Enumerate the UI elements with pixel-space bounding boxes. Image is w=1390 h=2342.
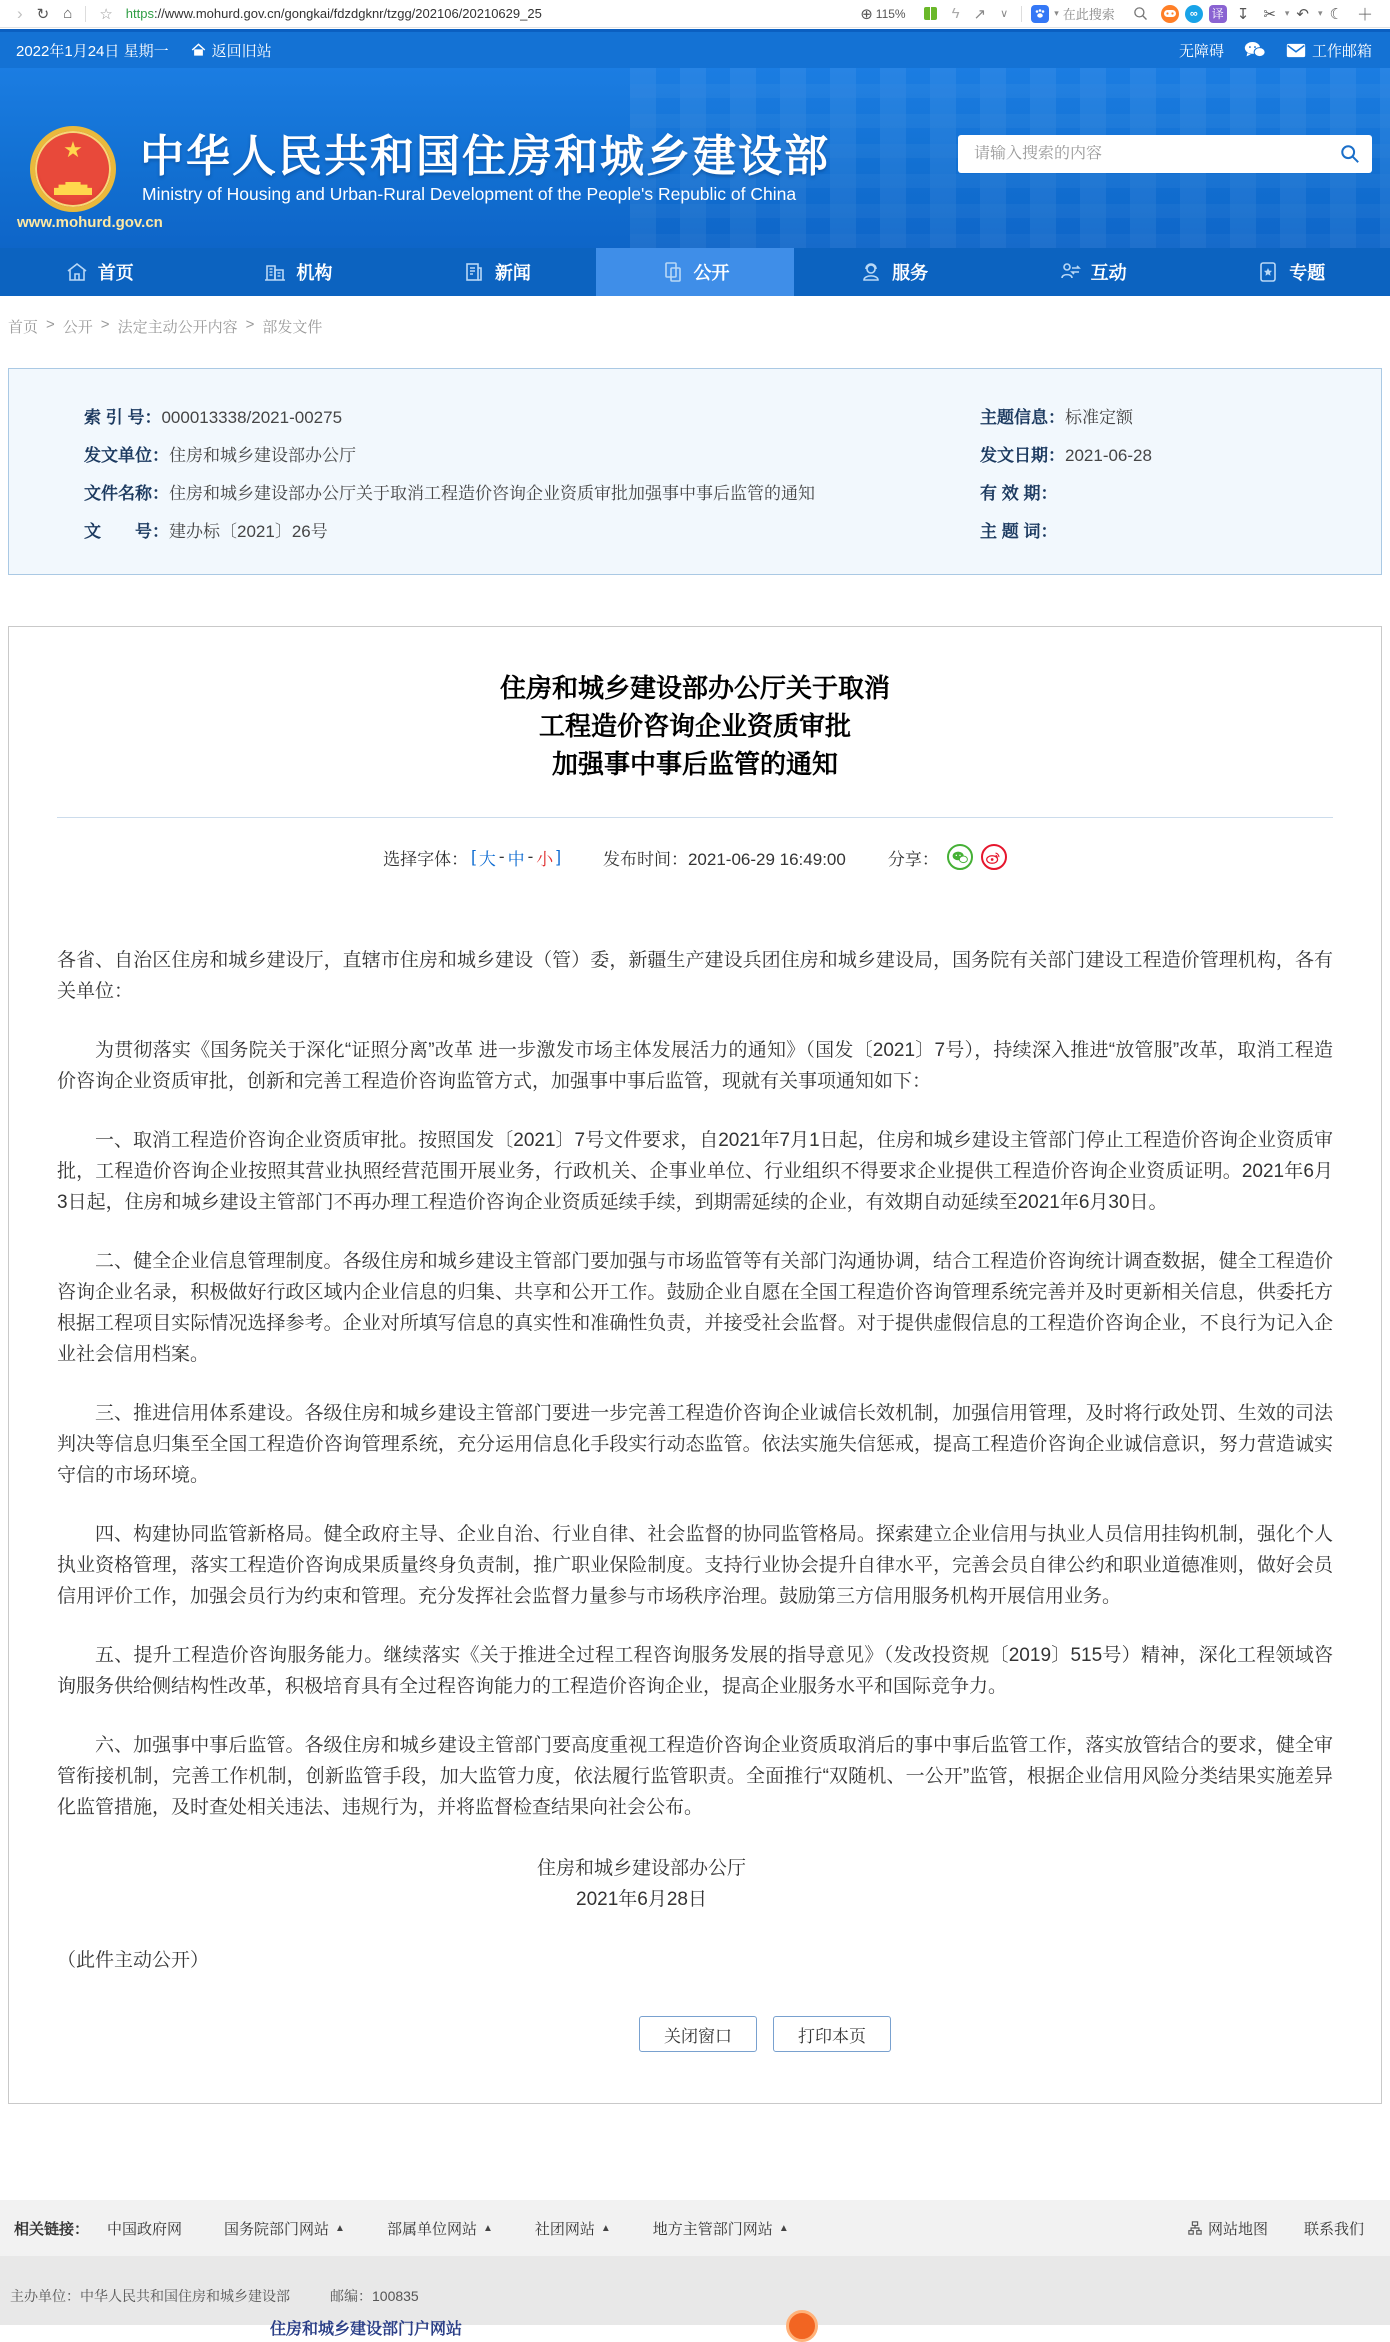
breadcrumb-separator: > xyxy=(46,316,55,333)
document-box xyxy=(8,626,1382,2104)
title-line-3: 加强事中事后监管的通知 xyxy=(551,749,838,779)
meta-index-number: 索 引 号：000013338/2021-00275 xyxy=(84,408,343,427)
meta-issue-date: 发文日期：2021-06-28 xyxy=(980,446,1152,465)
nav-label: 公开 xyxy=(693,263,730,283)
share-label: 分享： xyxy=(887,849,939,869)
footer-link-gov[interactable]: 中国政府网 xyxy=(107,2220,183,2238)
breadcrumb-current: 部发文件 xyxy=(262,319,323,336)
meta-file-name: 文件名称：住房和城乡建设部办公厅关于取消工程造价咨询企业资质审批加强事中事后监管的通知 xyxy=(84,484,815,503)
footer-clipped-text: 住房和城乡建设部门户网站 xyxy=(270,2321,463,2338)
font-size-label: 选择字体： xyxy=(383,849,469,869)
accessibility-link[interactable] xyxy=(1179,40,1224,61)
meta-keywords: 主 题 词： xyxy=(980,522,1058,541)
share-weibo-icon[interactable] xyxy=(981,844,1007,870)
translate-icon[interactable]: 译 xyxy=(1209,5,1227,23)
nav-label: 新闻 xyxy=(494,263,531,283)
interact-arrows-icon xyxy=(1058,260,1082,284)
share-icon[interactable]: ↗ xyxy=(973,5,987,23)
envelope-icon xyxy=(1286,43,1306,58)
new-tab-icon[interactable]: ＋ xyxy=(1356,7,1373,24)
font-medium-link[interactable]: 中 xyxy=(507,849,525,869)
nav-news[interactable] xyxy=(397,248,596,296)
separator: - xyxy=(498,847,505,866)
accessibility-label: 无障碍 xyxy=(1178,42,1224,60)
share-group xyxy=(888,844,1007,870)
address-bar[interactable] xyxy=(126,6,542,21)
search-icon[interactable] xyxy=(1133,6,1148,21)
print-page-button[interactable]: 打印本页 xyxy=(773,2016,891,2052)
font-large-link[interactable]: 大 xyxy=(478,849,496,869)
signature-date: 2021年6月28日 xyxy=(576,1889,707,1910)
expand-icon[interactable]: ▲ xyxy=(600,2222,611,2234)
expand-icon[interactable]: ▲ xyxy=(778,2222,789,2234)
site-header xyxy=(0,68,1390,248)
breadcrumb-separator: > xyxy=(100,316,110,333)
browser-toolbar xyxy=(0,0,1390,28)
public-disclosure-note: （此件主动公开） xyxy=(57,1950,210,1971)
publish-time: 发布时间：2021-06-29 16:49:00 xyxy=(602,849,846,869)
toolbar-right-group xyxy=(860,2,1380,25)
back-old-site-link[interactable] xyxy=(191,40,272,61)
caret-down-icon[interactable]: ▾ xyxy=(1284,8,1290,18)
caret-down-icon[interactable]: ▾ xyxy=(1054,8,1059,18)
refresh-icon[interactable]: ↻ xyxy=(36,5,50,23)
contact-us-link[interactable]: 联系我们 xyxy=(1303,2220,1364,2238)
font-size-selector xyxy=(383,845,561,870)
nav-public-active[interactable] xyxy=(596,248,795,296)
nav-topics[interactable] xyxy=(1191,248,1390,296)
paragraph-item-4: 四、构建协同监管新格局。健全政府主导、企业自治、行业自律、社会监督的协同监管格局。探索建立企业信用与执业人员信用挂钩机制，强化个人执业资格管理，落实工程造价咨询成果质量终身负责制，推广职业保险制度。支持行业协会提升自律水平，完善会员自律公约和职业道德准则，做好会员信用评价工作，加强会员行为约束和管理。充分发挥社会监督力量参与市场秩序治理。鼓励第三方信用服务机构开展信用业务。 xyxy=(57,1524,1333,1607)
paragraph-salutation: 各省、自治区住房和城乡建设厅，直辖市住房和城乡建设（管）委，新疆生产建设兵团住房和城乡建设局，国务院有关部门建设工程造价管理机构，各有关单位： xyxy=(57,950,1333,1002)
nav-label: 服务 xyxy=(892,263,929,283)
wechat-icon[interactable] xyxy=(1244,41,1266,59)
url-text: ://www.mohurd.gov.cn/gongkai/fdzdgknr/tzgg/202106/20210629_25 xyxy=(153,6,542,21)
footer-link-subordinate[interactable]: 部属单位网站 ▲ xyxy=(386,2220,493,2238)
nav-home[interactable] xyxy=(0,248,199,296)
search-icon[interactable] xyxy=(1340,144,1360,164)
sitemap-link[interactable]: 网站地图 xyxy=(1188,2218,1268,2239)
paragraph-item-2: 二、健全企业信息管理制度。各级住房和城乡建设主管部门要加强与市场监管等有关部门沟通协调，结合工程造价咨询统计调查数据，健全工程造价咨询企业名录，积极做好行政区域内企业信息的归集、共享和公开工作。鼓励企业自愿在全国工程造价咨询管理系统完善并及时更新相关信息，供委托方根据工程项目实际情况选择参考。企业对所填写信息的真实性和准确性负责，并接受社会监督。对于提供虚假信息的工程造价咨询企业，不良行为记入企业社会信用档案。 xyxy=(57,1251,1333,1365)
breadcrumb-home[interactable]: 首页 xyxy=(8,319,39,336)
zoom-level: 115% xyxy=(875,6,906,21)
signature-org: 住房和城乡建设部办公厅 xyxy=(537,1858,747,1879)
back-old-site-label: 返回旧站 xyxy=(211,42,272,60)
site-subtitle-en: Ministry of Housing and Urban-Rural Development of the People's Republic of China xyxy=(142,184,797,204)
star-book-icon xyxy=(1256,260,1280,284)
breadcrumb-separator: > xyxy=(245,316,255,333)
work-mail-link[interactable] xyxy=(1286,40,1372,61)
national-emblem xyxy=(30,126,116,212)
bookmark-star-icon[interactable]: ☆ xyxy=(99,5,113,23)
toolbar-divider xyxy=(85,6,86,22)
paragraph-item-5: 五、提升工程造价咨询服务能力。继续落实《关于推进全过程工程咨询服务发展的指导意见》（发改投资规〔2019〕515号）精神，深化工程领域咨询服务供给侧结构性改革，积极培育具有全过程咨询能力的工程造价咨询企业，提高企业服务水平和国际竞争力。 xyxy=(57,1645,1333,1697)
title-line-1: 住房和城乡建设部办公厅关于取消 xyxy=(499,673,890,703)
footer-link-associations[interactable]: 社团网站 ▲ xyxy=(534,2220,611,2238)
search-here-hint[interactable]: 在此搜索 xyxy=(1062,7,1115,22)
nav-label: 专题 xyxy=(1289,263,1326,283)
emblem-gate xyxy=(54,182,92,195)
reading-mode-icon[interactable] xyxy=(924,7,937,20)
breadcrumb-statutory[interactable]: 法定主动公开内容 xyxy=(117,319,238,336)
article-body xyxy=(57,945,1333,1823)
footer-link-local[interactable]: 地方主管部门网站 ▲ xyxy=(652,2220,789,2238)
site-url: www.mohurd.gov.cn xyxy=(17,214,163,231)
service-person-icon xyxy=(859,260,883,284)
sync-icon[interactable]: ∞ xyxy=(1185,5,1203,23)
current-date: 2022年1月24日 星期一 xyxy=(16,42,169,60)
newspaper-icon xyxy=(462,260,486,284)
night-mode-icon[interactable]: ☾ xyxy=(1329,5,1343,23)
close-window-button[interactable]: 关闭窗口 xyxy=(639,2016,757,2052)
expand-icon[interactable]: ▲ xyxy=(335,2222,345,2234)
title-divider xyxy=(57,817,1333,818)
nav-org[interactable] xyxy=(199,248,398,296)
breadcrumb-public[interactable]: 公开 xyxy=(62,319,93,336)
main-nav xyxy=(0,248,1390,296)
footer-organizer: 主办单位：中华人民共和国住房和城乡建设部 xyxy=(10,2288,290,2304)
zoom-control[interactable] xyxy=(860,5,905,23)
games-icon[interactable] xyxy=(1161,5,1179,23)
related-links-label: 相关链接： xyxy=(14,2220,90,2238)
nav-interact[interactable] xyxy=(993,248,1192,296)
bracket: ] xyxy=(556,847,561,866)
toolbar-divider xyxy=(1021,6,1022,22)
paragraph-item-3: 三、推进信用体系建设。各级住房和城乡建设主管部门要进一步完善工程造价咨询企业诚信长效机制，加强信用管理，及时将行政处罚、生效的司法判决等信息归集至全国工程造价咨询管理系统，充分运用信息化手段实行动态监管。依法实施失信惩戒，提高工程造价咨询企业诚信意识，努力营造诚实守信的市场环境。 xyxy=(57,1403,1333,1486)
footer-links-bar xyxy=(0,2200,1390,2256)
site-title: 中华人民共和国住房和城乡建设部 xyxy=(140,132,830,181)
home-icon xyxy=(65,260,89,284)
home-icon[interactable]: ⌂ xyxy=(63,5,73,22)
share-wechat-icon[interactable] xyxy=(947,844,973,870)
download-icon[interactable]: ↧ xyxy=(1236,5,1250,23)
document-meta-panel xyxy=(8,368,1382,575)
url-scheme: https xyxy=(125,6,154,21)
screenshot-scissors-icon[interactable]: ✂ xyxy=(1263,5,1276,23)
footer-link-state-council[interactable]: 国务院部门网站 ▲ xyxy=(224,2220,345,2238)
footer-info-bar xyxy=(0,2256,1390,2338)
separator: - xyxy=(527,847,534,866)
nav-label: 机构 xyxy=(296,263,333,283)
sitemap-icon xyxy=(1188,2221,1202,2235)
chevron-down-icon[interactable]: ∨ xyxy=(1000,8,1009,20)
action-buttons xyxy=(57,2016,1333,2052)
signature-block xyxy=(537,1853,746,1915)
meta-validity: 有 效 期： xyxy=(980,484,1058,503)
undo-icon[interactable]: ↶ xyxy=(1296,5,1309,23)
font-small-link[interactable]: 小 xyxy=(536,849,554,869)
document-title xyxy=(57,669,1333,783)
paragraph-item-6: 六、加强事中事后监管。各级住房和城乡建设主管部门要高度重视工程造价咨询企业资质取消后的事中事后监管工作，落实放管结合的要求，健全审管衔接机制，完善工作机制，创新监管手段，加大监管力度，依法履行监管职责。全面推行“双随机、一公开”监管，根据企业信用风险分类结果实施差异化监管措施，及时查处相关违法、违规行为，并将监督检查结果向社会公布。 xyxy=(57,1735,1333,1818)
flash-icon[interactable]: ϟ xyxy=(951,5,960,22)
meta-issuing-unit: 发文单位：住房和城乡建设部办公厅 xyxy=(84,446,356,465)
title-line-2: 工程造价咨询企业资质审批 xyxy=(538,711,851,741)
paragraph-item-1: 一、取消工程造价咨询企业资质审批。按照国发〔2021〕7号文件要求，自2021年7月1日起，住房和城乡建设主管部门停止工程造价咨询企业资质审批，工程造价咨询企业按照其营业执照经营范围开展业务，行政机关、企事业单位、行业组织不得要求企业提供工程造价咨询企业资质证明。2021年6月3日起，住房和城乡建设主管部门不再办理工程造价咨询企业资质延续手续，到期需延续的企业，有效期自动延续至2021年6月30日。 xyxy=(57,1130,1333,1213)
emblem-star: ★ xyxy=(63,137,83,162)
site-top-bar xyxy=(0,29,1390,68)
meta-doc-number: 文 号：建办标〔2021〕26号 xyxy=(84,522,328,541)
meta-topic-info: 主题信息：标准定额 xyxy=(980,408,1133,427)
footer-badge-partial xyxy=(786,2310,818,2342)
nav-label: 互动 xyxy=(1090,263,1127,283)
zoom-icon: ⊕ xyxy=(860,5,873,23)
search-input[interactable] xyxy=(974,145,1340,163)
building-icon xyxy=(263,260,287,284)
breadcrumb xyxy=(8,316,322,337)
nav-label: 首页 xyxy=(97,263,134,283)
paragraph-intro: 为贯彻落实《国务院关于深化“证照分离”改革 进一步激发市场主体发展活力的通知》（国发〔2021〕7号），持续深入推进“放管服”改革，取消工程造价咨询企业资质审批，创新和完善工程造价咨询监管方式，加强事中事后监管，现就有关事项通知如下： xyxy=(57,1040,1333,1092)
caret-down-icon[interactable]: ▾ xyxy=(1318,8,1323,18)
expand-icon[interactable]: ▲ xyxy=(482,2222,493,2234)
bracket: [ xyxy=(471,847,476,866)
forward-icon[interactable]: › xyxy=(17,3,23,23)
site-search[interactable] xyxy=(958,135,1372,173)
house-icon xyxy=(191,43,206,57)
work-mail-label: 工作邮箱 xyxy=(1311,42,1372,60)
footer-postcode: 邮编：100835 xyxy=(330,2288,419,2304)
article-toolbar xyxy=(57,844,1333,870)
paw-extension-icon[interactable] xyxy=(1031,5,1049,23)
nav-service[interactable] xyxy=(794,248,993,296)
documents-icon xyxy=(661,260,685,284)
